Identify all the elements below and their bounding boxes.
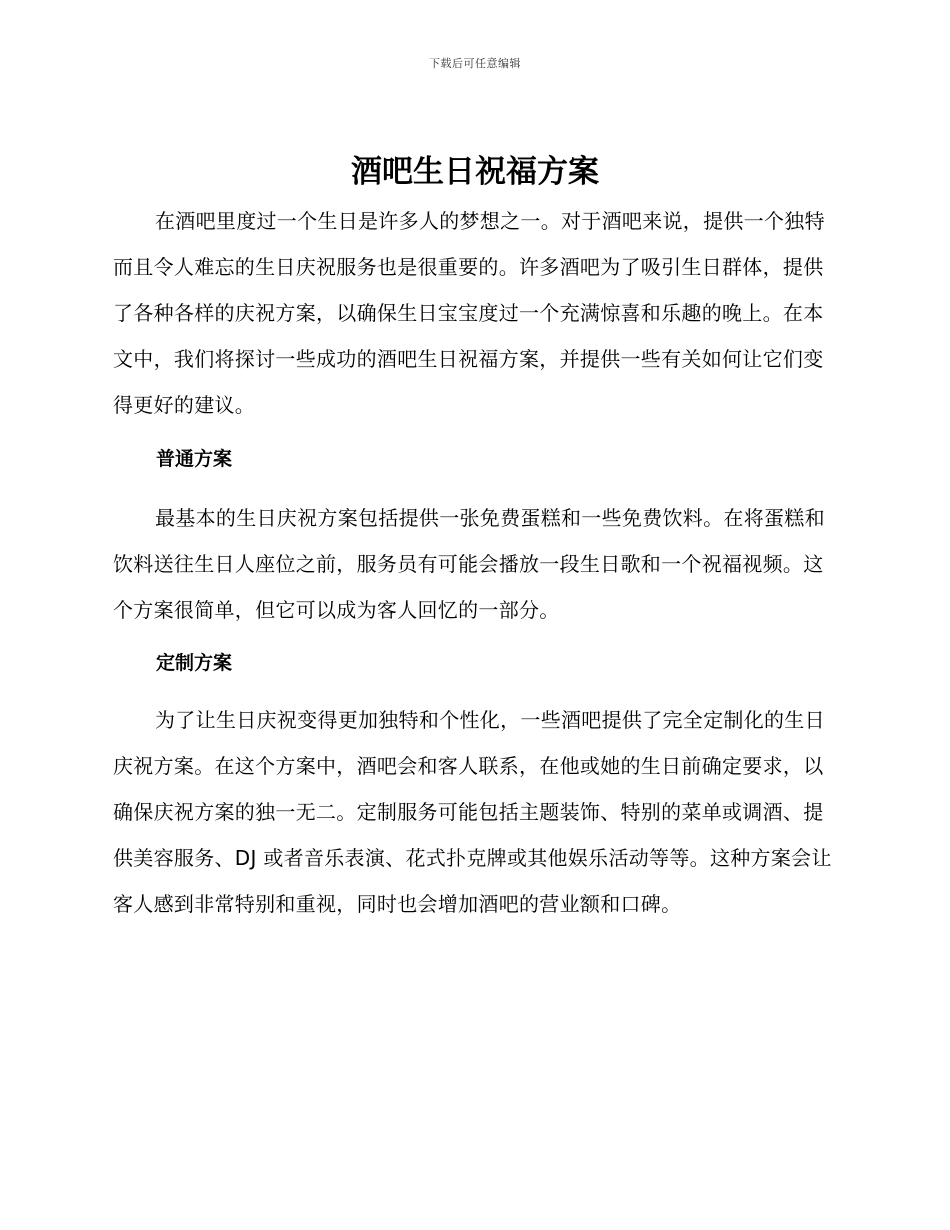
intro-paragraph: 在酒吧里度过一个生日是许多人的梦想之一。对于酒吧来说，提供一个独特而且令人难忘的生日庆祝服务也是很重要的。许多酒吧为了吸引生日群体，提供了各种各样的庆祝方案，以确保生日宝宝度过一个充满惊喜和乐趣的晚上。在本文中，我们将探讨一些成功的酒吧生日祝福方案，并提供一些有关如何让它们变得更好的建议。: [113, 209, 825, 417]
section-body-custom: 为了让生日庆祝变得更加独特和个性化，一些酒吧提供了完全定制化的生日庆祝方案。在这个方案中，酒吧会和客人联系，在他或她的生日前确定要求，以确保庆祝方案的独一无二。定制服务可能包括主题装饰、特别的菜单或调酒、提供美容服务、DJ 或者音乐表演、花式扑克牌或其他娱乐活动等等。这种方案会让客人感到非常特别和重视，同时也会增加酒吧的营业额和口碑。: [113, 708, 832, 916]
page-title: 酒吧生日祝福方案: [351, 154, 599, 190]
section-body-basic: 最基本的生日庆祝方案包括提供一张免费蛋糕和一些免费饮料。在将蛋糕和饮料送往生日人座位之前，服务员有可能会播放一段生日歌和一个祝福视频。这个方案很简单，但它可以成为客人回忆的一部分。: [113, 506, 825, 622]
section-heading-basic: 普通方案: [156, 448, 233, 470]
section-heading-custom: 定制方案: [156, 652, 233, 674]
header-note: 下载后可任意编辑: [429, 57, 521, 70]
